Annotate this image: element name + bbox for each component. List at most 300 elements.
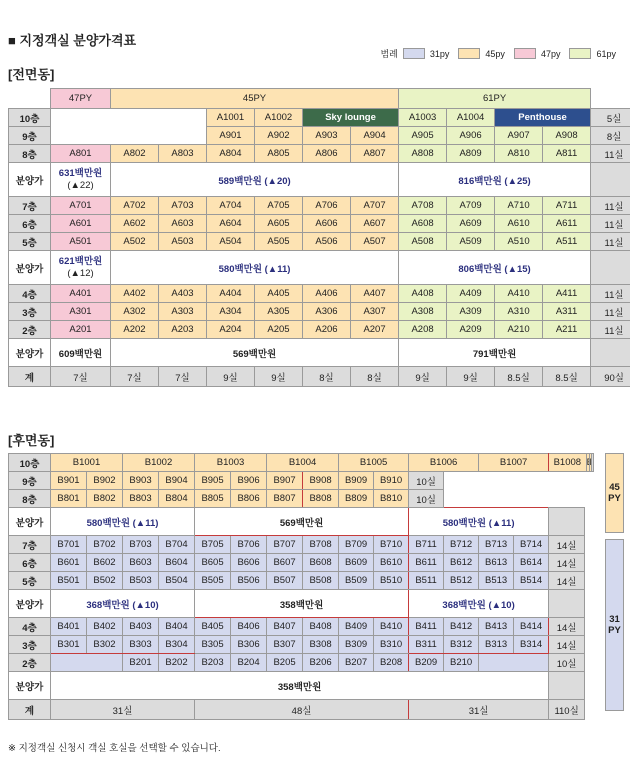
unit-cell: A810 bbox=[495, 145, 543, 163]
unit-cell: B704 bbox=[159, 536, 195, 554]
unit-cell: B1006 bbox=[409, 454, 479, 472]
unit-cell: A308 bbox=[399, 303, 447, 321]
price-right-middle: 368백만원 (▲10) bbox=[409, 590, 549, 618]
room-count: 10실 bbox=[549, 654, 585, 672]
unit-cell: B810 bbox=[374, 490, 409, 508]
unit-cell: A807 bbox=[351, 145, 399, 163]
legend-item-61: 61py bbox=[596, 48, 616, 59]
unit-cell: B308 bbox=[303, 636, 339, 654]
floor-label: 2층 bbox=[9, 321, 51, 339]
unit-cell: A202 bbox=[111, 321, 159, 339]
floor-label: 5층 bbox=[9, 572, 51, 590]
empty-cell bbox=[549, 508, 585, 536]
unit-cell: A411 bbox=[543, 285, 591, 303]
unit-cell: A503 bbox=[159, 233, 207, 251]
unit-cell: B207 bbox=[339, 654, 374, 672]
total-cell: 48실 bbox=[195, 700, 409, 720]
unit-cell: A806 bbox=[303, 145, 351, 163]
unit-cell: B310 bbox=[374, 636, 409, 654]
unit-cell: B208 bbox=[374, 654, 409, 672]
unit-cell: B403 bbox=[123, 618, 159, 636]
unit-cell: A811 bbox=[543, 145, 591, 163]
total-cell: 9실 bbox=[255, 367, 303, 387]
unit-cell: A603 bbox=[159, 215, 207, 233]
unit-cell: B609 bbox=[339, 554, 374, 572]
unit-cell: A706 bbox=[303, 197, 351, 215]
unit-cell: A709 bbox=[447, 197, 495, 215]
floor-label: 8층 bbox=[9, 490, 51, 508]
price-left-middle: 368백만원 (▲10) bbox=[51, 590, 195, 618]
rear-building-label: [후면동] bbox=[8, 433, 55, 448]
unit-cell: B205 bbox=[267, 654, 303, 672]
unit-cell: B203 bbox=[195, 654, 231, 672]
legend-swatch-31 bbox=[403, 48, 425, 59]
total-label: 계 bbox=[9, 367, 51, 387]
sale-price-label: 분양가 bbox=[9, 672, 51, 700]
legend-label: 범례 bbox=[380, 49, 398, 59]
unit-cell: B506 bbox=[231, 572, 267, 590]
unit-cell: A704 bbox=[207, 197, 255, 215]
unit-cell: A1001 bbox=[207, 109, 255, 127]
floor-label: 10층 bbox=[9, 454, 51, 472]
unit-cell: B706 bbox=[231, 536, 267, 554]
front-price-table bbox=[8, 88, 630, 387]
side-label-45py-text: 45 PY bbox=[608, 482, 621, 504]
unit-cell: B802 bbox=[87, 490, 123, 508]
unit-cell: A801 bbox=[51, 145, 111, 163]
unit-cell: B409 bbox=[339, 618, 374, 636]
unit-cell: A209 bbox=[447, 321, 495, 339]
total-cell: 7실 bbox=[159, 367, 207, 387]
unit-cell: B1001 bbox=[51, 454, 123, 472]
unit-cell: B313 bbox=[479, 636, 514, 654]
room-count: 8실 bbox=[591, 127, 630, 145]
unit-cell: A804 bbox=[207, 145, 255, 163]
unit-cell: B804 bbox=[159, 490, 195, 508]
unit-cell: A510 bbox=[495, 233, 543, 251]
empty-cell bbox=[549, 590, 585, 618]
room-count: 5실 bbox=[591, 109, 630, 127]
unit-cell: B502 bbox=[87, 572, 123, 590]
unit-cell: A304 bbox=[207, 303, 255, 321]
empty-cell bbox=[479, 654, 549, 672]
unit-cell: A402 bbox=[111, 285, 159, 303]
unit-cell: A711 bbox=[543, 197, 591, 215]
floor-label: 7층 bbox=[9, 536, 51, 554]
price-45py-upper: 589백만원 (▲20) bbox=[111, 163, 399, 197]
floor-label: 9층 bbox=[9, 472, 51, 490]
unit-cell: B909 bbox=[339, 472, 374, 490]
front-header-45py: 45PY bbox=[111, 89, 399, 109]
unit-cell: A409 bbox=[447, 285, 495, 303]
price-61py-upper: 816백만원 (▲25) bbox=[399, 163, 591, 197]
unit-cell: A803 bbox=[159, 145, 207, 163]
unit-cell: B612 bbox=[444, 554, 479, 572]
unit-cell: B803 bbox=[123, 490, 159, 508]
unit-cell: B410 bbox=[374, 618, 409, 636]
total-label: 계 bbox=[9, 700, 51, 720]
unit-cell: A607 bbox=[351, 215, 399, 233]
unit-cell: A407 bbox=[351, 285, 399, 303]
room-count: 14실 bbox=[549, 618, 585, 636]
room-count: 11실 bbox=[591, 321, 630, 339]
unit-cell: B1005 bbox=[339, 454, 409, 472]
sale-price-label: 분양가 bbox=[9, 590, 51, 618]
room-count: 14실 bbox=[549, 554, 585, 572]
price-mid-middle: 358백만원 bbox=[195, 590, 409, 618]
floor-label: 6층 bbox=[9, 554, 51, 572]
unit-cell: B209 bbox=[409, 654, 444, 672]
unit-cell: B508 bbox=[303, 572, 339, 590]
unit-cell: B701 bbox=[51, 536, 87, 554]
legend-item-47: 47py bbox=[540, 48, 561, 59]
room-count: 11실 bbox=[591, 285, 630, 303]
empty-cell bbox=[591, 163, 630, 197]
unit-cell: B503 bbox=[123, 572, 159, 590]
unit-cell: A708 bbox=[399, 197, 447, 215]
unit-cell: B908 bbox=[303, 472, 339, 490]
unit-cell: B604 bbox=[159, 554, 195, 572]
unit-cell: A211 bbox=[543, 321, 591, 339]
unit-cell: B805 bbox=[195, 490, 231, 508]
unit-cell: B505 bbox=[195, 572, 231, 590]
price-value: 631백만원 bbox=[58, 167, 103, 179]
unit-cell: A405 bbox=[255, 285, 303, 303]
unit-cell: A701 bbox=[51, 197, 111, 215]
unit-cell: A301 bbox=[51, 303, 111, 321]
unit-cell: B405 bbox=[195, 618, 231, 636]
unit-cell: A508 bbox=[399, 233, 447, 251]
unit-cell: A809 bbox=[447, 145, 495, 163]
front-building-label: [전면동] bbox=[8, 67, 55, 82]
unit-cell: B302 bbox=[87, 636, 123, 654]
unit-cell: B903 bbox=[123, 472, 159, 490]
footnote: ※ 지정객실 신청시 객실 호실을 선택할 수 있습니다. bbox=[8, 743, 221, 754]
unit-cell: A307 bbox=[351, 303, 399, 321]
room-count: 10실 bbox=[409, 472, 444, 490]
unit-cell: B1008 bbox=[549, 454, 586, 472]
unit-cell: A206 bbox=[303, 321, 351, 339]
legend-swatch-45 bbox=[458, 48, 480, 59]
unit-cell: A611 bbox=[543, 215, 591, 233]
floor-label: 2층 bbox=[9, 654, 51, 672]
unit-cell: A511 bbox=[543, 233, 591, 251]
unit-cell: A311 bbox=[543, 303, 591, 321]
unit-cell: A505 bbox=[255, 233, 303, 251]
unit-cell: A707 bbox=[351, 197, 399, 215]
unit-cell: B201 bbox=[123, 654, 159, 672]
unit-cell: B510 bbox=[374, 572, 409, 590]
unit-cell: B801 bbox=[51, 490, 87, 508]
unit-cell: A702 bbox=[111, 197, 159, 215]
floor-label: 3층 bbox=[9, 636, 51, 654]
unit-cell: B904 bbox=[159, 472, 195, 490]
unit-cell: A602 bbox=[111, 215, 159, 233]
unit-cell: B504 bbox=[159, 572, 195, 590]
unit-cell: A401 bbox=[51, 285, 111, 303]
price-increment: (▲12) bbox=[67, 267, 94, 279]
unit-cell: B305 bbox=[195, 636, 231, 654]
unit-cell: A902 bbox=[255, 127, 303, 145]
unit-cell: B712 bbox=[444, 536, 479, 554]
sale-price-label: 분양가 bbox=[9, 339, 51, 367]
unit-cell: A705 bbox=[255, 197, 303, 215]
total-cell: 110실 bbox=[549, 700, 585, 720]
price-mid-upper: 569백만원 bbox=[195, 508, 409, 536]
legend bbox=[380, 47, 620, 60]
room-count: 14실 bbox=[549, 536, 585, 554]
unit-cell: B303 bbox=[123, 636, 159, 654]
total-cell: 8실 bbox=[303, 367, 351, 387]
floor-label: 9층 bbox=[9, 127, 51, 145]
front-header-blank-right bbox=[591, 89, 630, 109]
unit-cell: A906 bbox=[447, 127, 495, 145]
unit-cell: B507 bbox=[267, 572, 303, 590]
unit-cell: B306 bbox=[231, 636, 267, 654]
total-cell: 31실 bbox=[51, 700, 195, 720]
unit-cell: B509 bbox=[339, 572, 374, 590]
floor-label: 4층 bbox=[9, 618, 51, 636]
unit-cell: A208 bbox=[399, 321, 447, 339]
total-cell: 9실 bbox=[207, 367, 255, 387]
unit-cell: B611 bbox=[409, 554, 444, 572]
unit-cell: A703 bbox=[159, 197, 207, 215]
unit-cell: B613 bbox=[479, 554, 514, 572]
floor-label: 7층 bbox=[9, 197, 51, 215]
unit-cell: B501 bbox=[51, 572, 87, 590]
side-label-31py-text: 31 PY bbox=[608, 614, 621, 636]
total-cell: 8실 bbox=[351, 367, 399, 387]
unit-cell: B1002 bbox=[123, 454, 195, 472]
unit-cell: B311 bbox=[409, 636, 444, 654]
unit-cell: A207 bbox=[351, 321, 399, 339]
empty-cell bbox=[591, 339, 630, 367]
unit-cell: B808 bbox=[303, 490, 339, 508]
unit-cell: B901 bbox=[51, 472, 87, 490]
legend-item-45: 45py bbox=[485, 48, 505, 59]
unit-cell: B307 bbox=[267, 636, 303, 654]
unit-cell: A502 bbox=[111, 233, 159, 251]
unit-cell: B708 bbox=[303, 536, 339, 554]
unit-cell: A309 bbox=[447, 303, 495, 321]
unit-cell: B304 bbox=[159, 636, 195, 654]
unit-cell: B1007 bbox=[479, 454, 549, 472]
unit-cell: B414 bbox=[514, 618, 549, 636]
empty-cell bbox=[591, 251, 630, 285]
total-cell: 31실 bbox=[409, 700, 549, 720]
unit-cell: A904 bbox=[351, 127, 399, 145]
unit-cell: B711 bbox=[409, 536, 444, 554]
total-cell: 8.5실 bbox=[543, 367, 591, 387]
page-title: ■ 지정객실 분양가격표 bbox=[8, 33, 137, 48]
unit-cell: B602 bbox=[87, 554, 123, 572]
unit-cell: B603 bbox=[123, 554, 159, 572]
floor-label: 6층 bbox=[9, 215, 51, 233]
empty-cell bbox=[51, 109, 207, 145]
sale-price-label: 분양가 bbox=[9, 508, 51, 536]
unit-cell: B714 bbox=[514, 536, 549, 554]
unit-cell: B713 bbox=[479, 536, 514, 554]
unit-cell: B806 bbox=[231, 490, 267, 508]
price-45py-lower: 569백만원 bbox=[111, 339, 399, 367]
unit-cell: B702 bbox=[87, 536, 123, 554]
unit-cell: A605 bbox=[255, 215, 303, 233]
unit-cell: B807 bbox=[267, 490, 303, 508]
price-value: 621백만원 bbox=[58, 255, 103, 267]
unit-cell: B202 bbox=[159, 654, 195, 672]
unit-cell: A609 bbox=[447, 215, 495, 233]
unit-cell: A905 bbox=[399, 127, 447, 145]
total-cell: 9실 bbox=[447, 367, 495, 387]
unit-cell: A907 bbox=[495, 127, 543, 145]
unit-cell: B314 bbox=[514, 636, 549, 654]
unit-cell: B402 bbox=[87, 618, 123, 636]
unit-cell: B601 bbox=[51, 554, 87, 572]
price-61py-middle: 806백만원 (▲15) bbox=[399, 251, 591, 285]
unit-cell: B905 bbox=[195, 472, 231, 490]
unit-cell: B512 bbox=[444, 572, 479, 590]
penthouse-cell: Penthouse bbox=[495, 109, 591, 127]
unit-cell: B610 bbox=[374, 554, 409, 572]
total-cell: 8.5실 bbox=[495, 367, 543, 387]
unit-cell: A604 bbox=[207, 215, 255, 233]
floor-label: 5층 bbox=[9, 233, 51, 251]
legend-swatch-47 bbox=[514, 48, 536, 59]
sale-price-label: 분양가 bbox=[9, 163, 51, 197]
unit-cell: B210 bbox=[444, 654, 479, 672]
unit-cell: A608 bbox=[399, 215, 447, 233]
unit-cell: A310 bbox=[495, 303, 543, 321]
room-count: 11실 bbox=[591, 215, 630, 233]
unit-cell: B809 bbox=[339, 490, 374, 508]
price-45py-middle: 580백만원 (▲11) bbox=[111, 251, 399, 285]
unit-cell: A303 bbox=[159, 303, 207, 321]
unit-cell: B902 bbox=[87, 472, 123, 490]
side-label-45py bbox=[605, 453, 624, 533]
unit-cell: A210 bbox=[495, 321, 543, 339]
unit-cell: B1003 bbox=[195, 454, 267, 472]
unit-cell: A501 bbox=[51, 233, 111, 251]
unit-cell: A610 bbox=[495, 215, 543, 233]
unit-cell: B710 bbox=[374, 536, 409, 554]
unit-cell: A903 bbox=[303, 127, 351, 145]
unit-cell: A506 bbox=[303, 233, 351, 251]
unit-cell: B401 bbox=[51, 618, 87, 636]
unit-cell: B413 bbox=[479, 618, 514, 636]
unit-cell: A306 bbox=[303, 303, 351, 321]
unit-cell: B412 bbox=[444, 618, 479, 636]
unit-cell: B206 bbox=[303, 654, 339, 672]
front-header-blank bbox=[9, 89, 51, 109]
unit-cell: B703 bbox=[123, 536, 159, 554]
unit-cell: A509 bbox=[447, 233, 495, 251]
room-count: 11실 bbox=[591, 303, 630, 321]
room-count: 11실 bbox=[591, 197, 630, 215]
total-cell: 7실 bbox=[111, 367, 159, 387]
room-count: 11실 bbox=[591, 233, 630, 251]
unit-cell: B910 bbox=[374, 472, 409, 490]
price-61py-lower: 791백만원 bbox=[399, 339, 591, 367]
unit-cell: B301 bbox=[51, 636, 87, 654]
unit-cell: A601 bbox=[51, 215, 111, 233]
unit-cell: B614 bbox=[514, 554, 549, 572]
total-cell: 90실 bbox=[591, 367, 630, 387]
sky-lounge-cell: Sky lounge bbox=[303, 109, 399, 127]
unit-cell: A507 bbox=[351, 233, 399, 251]
unit-cell: A805 bbox=[255, 145, 303, 163]
room-count: 14실 bbox=[549, 572, 585, 590]
unit-cell: A410 bbox=[495, 285, 543, 303]
unit-cell: B312 bbox=[444, 636, 479, 654]
unit-cell: A203 bbox=[159, 321, 207, 339]
unit-cell: B406 bbox=[231, 618, 267, 636]
room-count: 14실 bbox=[549, 636, 585, 654]
unit-cell: B513 bbox=[479, 572, 514, 590]
unit-cell: A204 bbox=[207, 321, 255, 339]
unit-cell: A901 bbox=[207, 127, 255, 145]
price-lower: 358백만원 bbox=[51, 672, 549, 700]
front-header-61py: 61PY bbox=[399, 89, 591, 109]
price-right-upper: 580백만원 (▲11) bbox=[409, 508, 549, 536]
rear-price-table bbox=[8, 453, 594, 720]
room-count: 10실 bbox=[409, 490, 444, 508]
price-increment: (▲22) bbox=[67, 179, 94, 191]
floor-label: 10층 bbox=[9, 109, 51, 127]
unit-cell: A1002 bbox=[255, 109, 303, 127]
room-count bbox=[592, 454, 594, 472]
price-47py-middle bbox=[51, 251, 111, 285]
unit-cell: A504 bbox=[207, 233, 255, 251]
total-cell: 7실 bbox=[51, 367, 111, 387]
unit-cell: B906 bbox=[231, 472, 267, 490]
unit-cell: A201 bbox=[51, 321, 111, 339]
unit-cell: B709 bbox=[339, 536, 374, 554]
unit-cell: A205 bbox=[255, 321, 303, 339]
unit-cell: B514 bbox=[514, 572, 549, 590]
unit-cell: B309 bbox=[339, 636, 374, 654]
unit-cell: A710 bbox=[495, 197, 543, 215]
unit-cell: B404 bbox=[159, 618, 195, 636]
unit-cell: A606 bbox=[303, 215, 351, 233]
price-left-upper: 580백만원 (▲11) bbox=[51, 508, 195, 536]
unit-cell: B605 bbox=[195, 554, 231, 572]
unit-cell: A808 bbox=[399, 145, 447, 163]
unit-cell: B408 bbox=[303, 618, 339, 636]
unit-cell: B608 bbox=[303, 554, 339, 572]
floor-label: 3층 bbox=[9, 303, 51, 321]
floor-label: 8층 bbox=[9, 145, 51, 163]
floor-label: 4층 bbox=[9, 285, 51, 303]
unit-cell: A1003 bbox=[399, 109, 447, 127]
unit-cell: B705 bbox=[195, 536, 231, 554]
side-label-31py bbox=[605, 539, 624, 711]
legend-swatch-61 bbox=[569, 48, 591, 59]
unit-cell: B707 bbox=[267, 536, 303, 554]
legend-item-31: 31py bbox=[429, 48, 450, 59]
unit-cell: A403 bbox=[159, 285, 207, 303]
unit-cell: A406 bbox=[303, 285, 351, 303]
total-cell: 9실 bbox=[399, 367, 447, 387]
unit-cell: B407 bbox=[267, 618, 303, 636]
unit-cell: B607 bbox=[267, 554, 303, 572]
price-47py-upper bbox=[51, 163, 111, 197]
unit-cell: A404 bbox=[207, 285, 255, 303]
unit-cell: B907 bbox=[267, 472, 303, 490]
unit-cell: A1004 bbox=[447, 109, 495, 127]
front-header-47py: 47PY bbox=[51, 89, 111, 109]
unit-cell: A908 bbox=[543, 127, 591, 145]
unit-cell: A302 bbox=[111, 303, 159, 321]
